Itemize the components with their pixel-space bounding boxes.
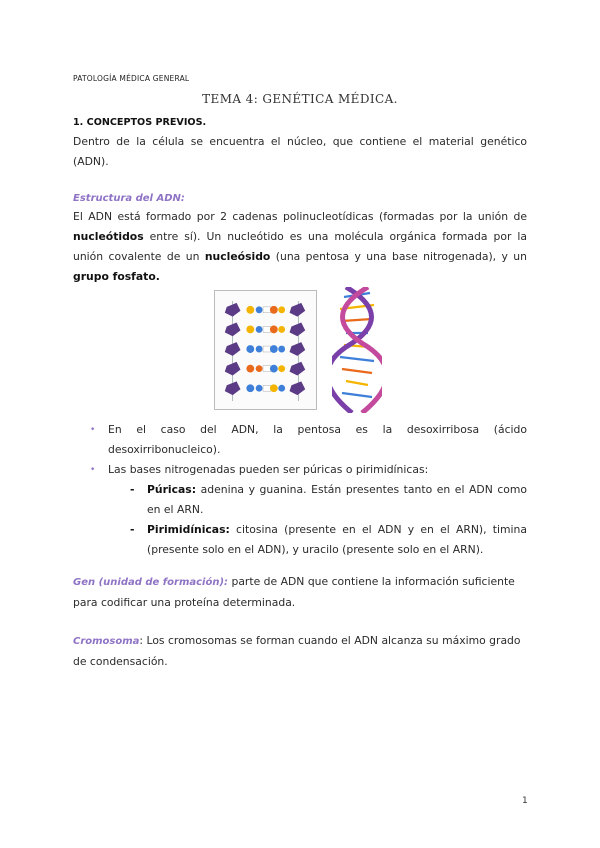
adn-subtitle	[73, 188, 527, 209]
section-heading: 1. CONCEPTOS PREVIOS.	[73, 117, 207, 128]
cromosoma-paragraph	[73, 631, 527, 672]
gen-paragraph	[73, 572, 527, 613]
adn-bold-fosfato: grupo fosfato.	[73, 270, 160, 283]
adn-text-3: (una pentosa y una base nitrogenada), y un	[270, 250, 527, 263]
cromosoma-label: Cromosoma	[73, 636, 140, 647]
cromosoma-text: : Los cromosomas se forman cuando el ADN alcanza su máximo grado de condensación.	[73, 634, 521, 668]
page-number: 1	[522, 796, 528, 806]
page-title: TEMA 4: GENÉTICA MÉDICA.	[202, 92, 398, 106]
puricas-label: Púricas:	[147, 483, 197, 496]
dna-rows	[225, 303, 305, 395]
pirimidinicas-text: citosina (presente en el ADN y en el ARN), timina (presente solo en el ADN), y uracilo (presente solo en el ARN).	[147, 523, 527, 556]
bullet-list	[90, 420, 527, 560]
adn-text-1: El ADN está formado por 2 cadenas polinucleotídicas (formadas por la unión de	[73, 210, 527, 223]
list-item	[90, 460, 527, 480]
adn-bold-nucleotidos: nucleótidos	[73, 230, 144, 243]
dash-icon: -	[130, 483, 135, 496]
adn-paragraph	[73, 207, 527, 287]
bullet-text-bases: Las bases nitrogenadas pueden ser púricas o pirimidínicas:	[108, 463, 429, 476]
sub-list-item-puricas	[90, 480, 527, 520]
pirimidinicas-label: Pirimidínicas:	[147, 523, 230, 536]
adn-bold-nucleosido: nucleósido	[204, 250, 271, 263]
adn-text-2: entre sí). Un nucleótido es una molécula orgánica formada por la unión covalente de un	[73, 230, 527, 263]
course-header: PATOLOGÍA MÉDICA GENERAL	[73, 74, 190, 83]
gen-text: parte de ADN que contiene la información suficiente para codificar una proteína determinada.	[73, 575, 515, 609]
dna-schematic-image	[214, 290, 317, 410]
intro-paragraph: Dentro de la célula se encuentra el núcleo, que contiene el material genético (ADN).	[73, 135, 527, 168]
gen-label: Gen (unidad de formación):	[73, 577, 229, 588]
bullet-icon: •	[90, 425, 96, 435]
bullet-text-pentosa: En el caso del ADN, la pentosa es la desoxirribosa (ácido desoxirribonucleico).	[108, 423, 527, 456]
bullet-icon: •	[90, 465, 96, 475]
adn-label: Estructura del ADN:	[73, 193, 185, 204]
dna-helix-image	[332, 287, 382, 413]
list-item	[90, 420, 527, 460]
sub-list-item-pirimidinicas	[90, 520, 527, 560]
dash-icon: -	[130, 523, 135, 536]
puricas-text: adenina y guanina. Están presentes tanto en el ADN como en el ARN.	[147, 483, 527, 516]
